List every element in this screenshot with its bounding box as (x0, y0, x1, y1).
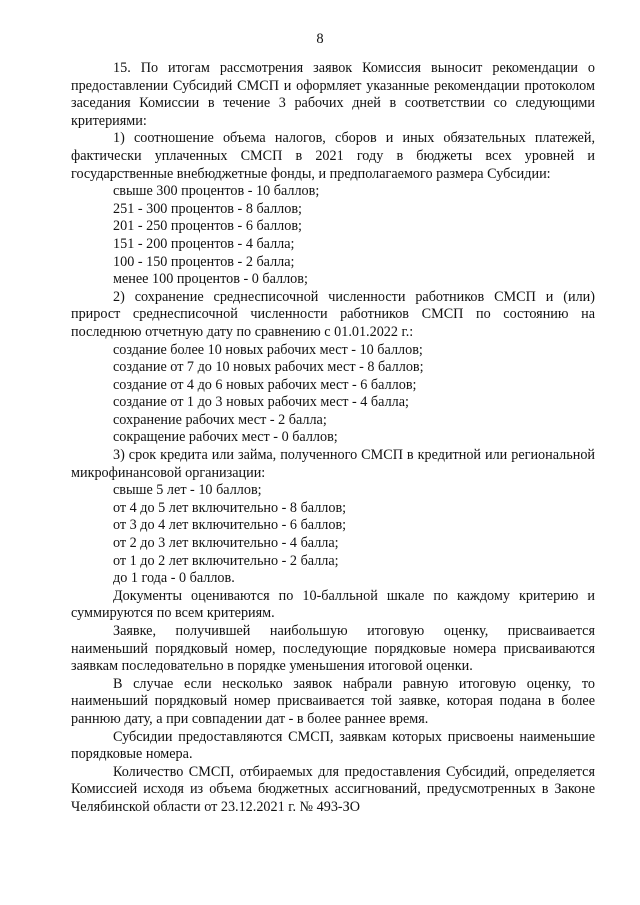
criterion-2-item: сохранение рабочих мест - 2 балла; (113, 411, 327, 428)
scoring-paragraph: Документы оцениваются по 10-балльной шкале по каждому критерию и суммируются по всем критериям. (71, 587, 595, 622)
criterion-3-item: от 4 до 5 лет включительно - 8 баллов; (113, 499, 347, 516)
criterion-1-item: свыше 300 процентов - 10 баллов; (113, 183, 320, 200)
paragraph-15: 15. По итогам рассмотрения заявок Комиссия выносит рекомендации о предоставлении Субсидий СМСП и оформляет указанные рекомендации протоколом заседания Комиссии в течение 3 рабочих дней в соответствии со следующими критериями: (71, 60, 595, 129)
criterion-1-list (71, 183, 595, 289)
criterion-1-item: 201 - 250 процентов - 6 баллов; (113, 218, 302, 235)
criterion-3-item: от 2 до 3 лет включительно - 4 балла; (113, 535, 339, 552)
criterion-2-list (71, 342, 595, 448)
ordering-paragraph: Заявке, получившей наибольшую итоговую оценку, присваивается наименьший порядковый номер, последующие порядковые номера присваиваются заявкам последовательно в порядке уменьшения итоговой оценки. (71, 623, 595, 675)
criterion-3-item: до 1 года - 0 баллов. (113, 570, 235, 587)
criterion-2-item: создание от 7 до 10 новых рабочих мест - 8 баллов; (113, 359, 424, 376)
criterion-2-item: сокращение рабочих мест - 0 баллов; (113, 429, 338, 446)
criterion-1-item: 151 - 200 процентов - 4 балла; (113, 235, 295, 252)
criterion-3-item: свыше 5 лет - 10 баллов; (113, 482, 262, 499)
document-body (71, 60, 595, 817)
criterion-3-title: 3) срок кредита или займа, полученного СМСП в кредитной или региональной микрофинансовой организации: (71, 447, 595, 481)
recipient-count-paragraph: Количество СМСП, отбираемых для предоставления Субсидий, определяется Комиссией исходя из объема бюджетных ассигнований, предусмотренных в Законе Челябинской области от 23.12.2021 г. № 493-ЗО (71, 763, 595, 815)
page-number: 8 (316, 31, 324, 47)
criterion-1-item: 100 - 150 процентов - 2 балла; (113, 253, 295, 270)
criterion-2-item: создание от 1 до 3 новых рабочих мест - 4 балла; (113, 394, 409, 411)
criterion-1-title: 1) соотношение объема налогов, сборов и иных обязательных платежей, фактически уплаченных СМСП в 2021 году в бюджеты всех уровней и государственные внебюджетные фонды, и предполагаемого размера Субсидии: (71, 130, 595, 182)
criterion-1-item: 251 - 300 процентов - 8 баллов; (113, 200, 302, 217)
criterion-2-title: 2) сохранение среднесписочной численности работников СМСП и (или) прирост среднесписочной численности работников СМСП по состоянию на последнюю отчетную дату по сравнению с 01.01.2022 г.: (71, 288, 595, 340)
criterion-3-item: от 1 до 2 лет включительно - 2 балла; (113, 552, 339, 569)
criterion-3-list (71, 482, 595, 588)
tie-break-paragraph: В случае если несколько заявок набрали равную итоговую оценку, то наименьший порядковый номер присваивается той заявке, которая подана в более раннюю дату, а при совпадении дат - в более раннее время. (71, 675, 595, 727)
subsidy-paragraph: Субсидии предоставляются СМСП, заявкам которых присвоены наименьшие порядковые номера. (71, 728, 595, 763)
criterion-2-item: создание от 4 до 6 новых рабочих мест - 6 баллов; (113, 376, 417, 393)
criterion-3-item: от 3 до 4 лет включительно - 6 баллов; (113, 517, 347, 534)
criterion-2-item: создание более 10 новых рабочих мест - 10 баллов; (113, 341, 423, 358)
criterion-1-item: менее 100 процентов - 0 баллов; (113, 271, 308, 288)
